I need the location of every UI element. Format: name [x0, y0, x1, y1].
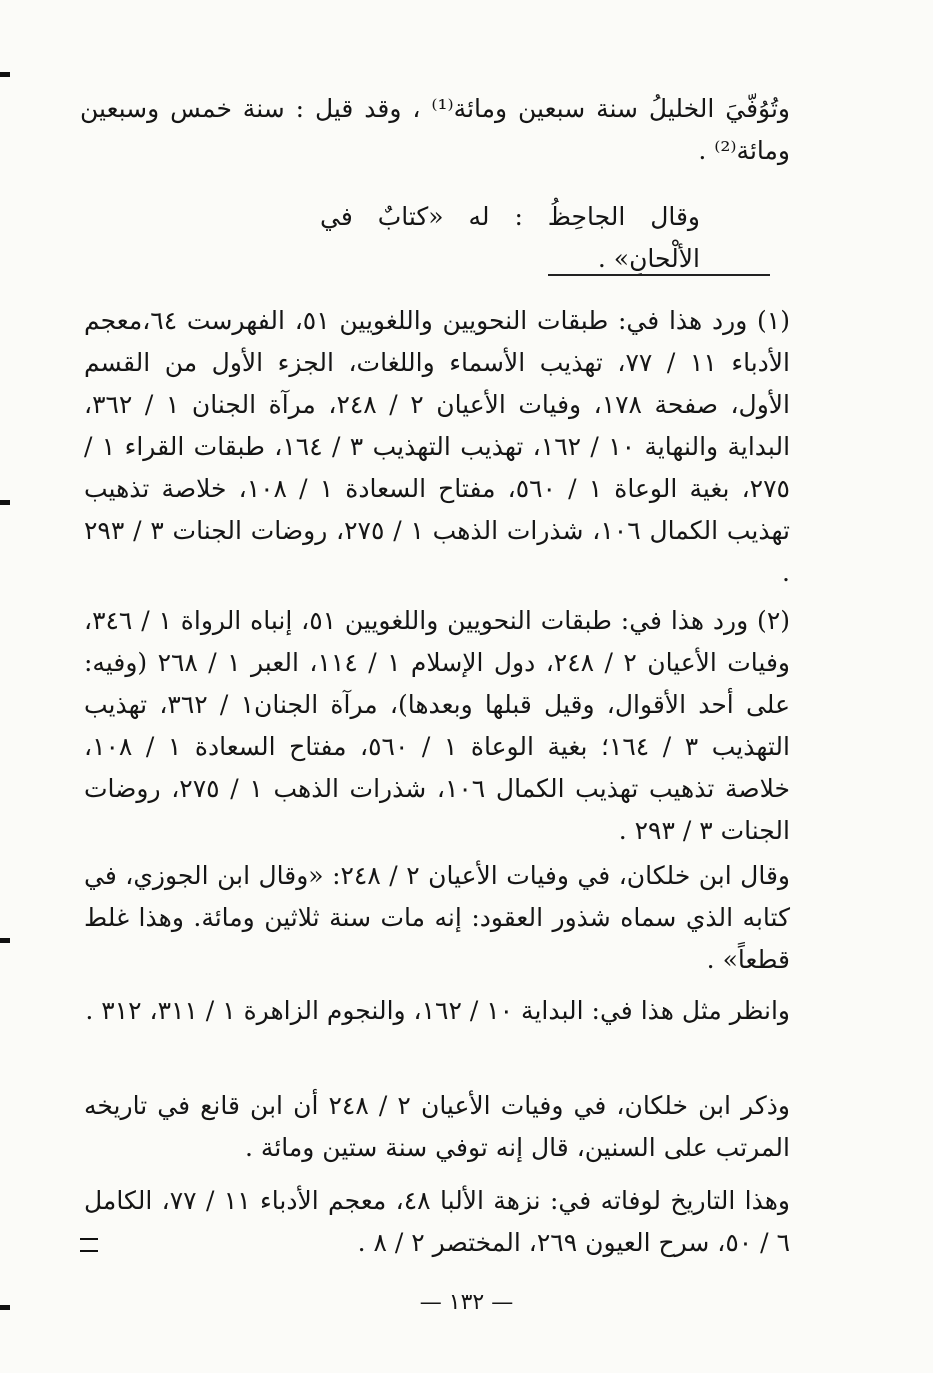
scan-margin-mark	[0, 938, 10, 943]
footnote-2: (٢) ورد هذا في: طبقات النحويين واللغويين ٥١، إنباه الرواة ١ / ٣٤٦، وفيات الأعيان ٢ / ٢٤٨، دول الإسلام ١ / ١١٤، العبر ١ / ٢٦٨ (وفيه: على أحد الأقوال، وقيل قبلها وبعدها)، مرآة الجنان١ / ٣٦٢، تهذيب التهذيب ٣ / ١٦٤؛ بغية الوعاة ١ / ٥٦٠، مفتاح السعادة ١ / ١٠٨، خلاصة تذهيب تهذيب الكمال ١٠٦، شذرات الذهب ١ / ٢٧٥، روضات الجنات ٣ / ٢٩٣ .	[84, 606, 791, 845]
footnote-separator	[548, 274, 770, 276]
footnote-paragraph-4: وانظر مثل هذا في: البداية ١٠ / ١٦٢، والنجوم الزاهرة ١ / ٣١١، ٣١٢ .	[85, 996, 790, 1025]
main-paragraph-2: وقال الجاحِظُ : له «كتابٌ في الألْحانِ» .	[320, 202, 700, 273]
main-paragraph-1: وتُوُفّيَ الخليلُ سنة سبعين ومائة⁽¹⁾ ، وقد قيل : سنة خمس وسبعين ومائة⁽²⁾ .	[80, 94, 790, 165]
page-number: — ١٣٢ —	[419, 1290, 514, 1315]
footnote-1: (١) ورد هذا في: طبقات النحويين واللغويين ٥١، الفهرست ٦٤،معجم الأدباء ١١ / ٧٧، تهذيب الأسماء واللغات، الجزء الأول من القسم الأول، صفحة ١٧٨، وفيات الأعيان ٢ / ٢٤٨، مرآة الجنان ١ / ٣٦٢، البداية والنهاية ١٠ / ١٦٢، تهذيب التهذيب ٣ / ١٦٤، طبقات القراء ١ / ٢٧٥، بغية الوعاة ١ / ٥٦٠، مفتاح السعادة ١ / ١٠٨، خلاصة تذهيب تهذيب الكمال ١٠٦، شذرات الذهب ١ / ٢٧٥، روضات الجنات ٣ / ٢٩٣ .	[84, 306, 791, 587]
continuation-mark	[80, 1238, 98, 1252]
scan-margin-mark	[0, 72, 10, 77]
footnote-paragraph-5: وذكر ابن خلكان، في وفيات الأعيان ٢ / ٢٤٨ أن ابن قانع في تاريخه المرتب على السنين، قال إنه توفي سنة ستين ومائة .	[84, 1091, 791, 1162]
footnote-paragraph-3: وقال ابن خلكان، في وفيات الأعيان ٢ / ٢٤٨: «وقال ابن الجوزي، في كتابه الذي سماه شذور العقود: إنه مات سنة ثلاثين ومائة. وهذا غلط قطعاً» .	[84, 861, 790, 974]
scan-margin-mark	[0, 500, 10, 505]
footnote-paragraph-6: وهذا التاريخ لوفاته في: نزهة الألبا ٤٨، معجم الأدباء ١١ / ٧٧، الكامل ٦ / ٥٠، سرح العيون ٢٦٩، المختصر ٢ / ٨ .	[84, 1186, 790, 1257]
